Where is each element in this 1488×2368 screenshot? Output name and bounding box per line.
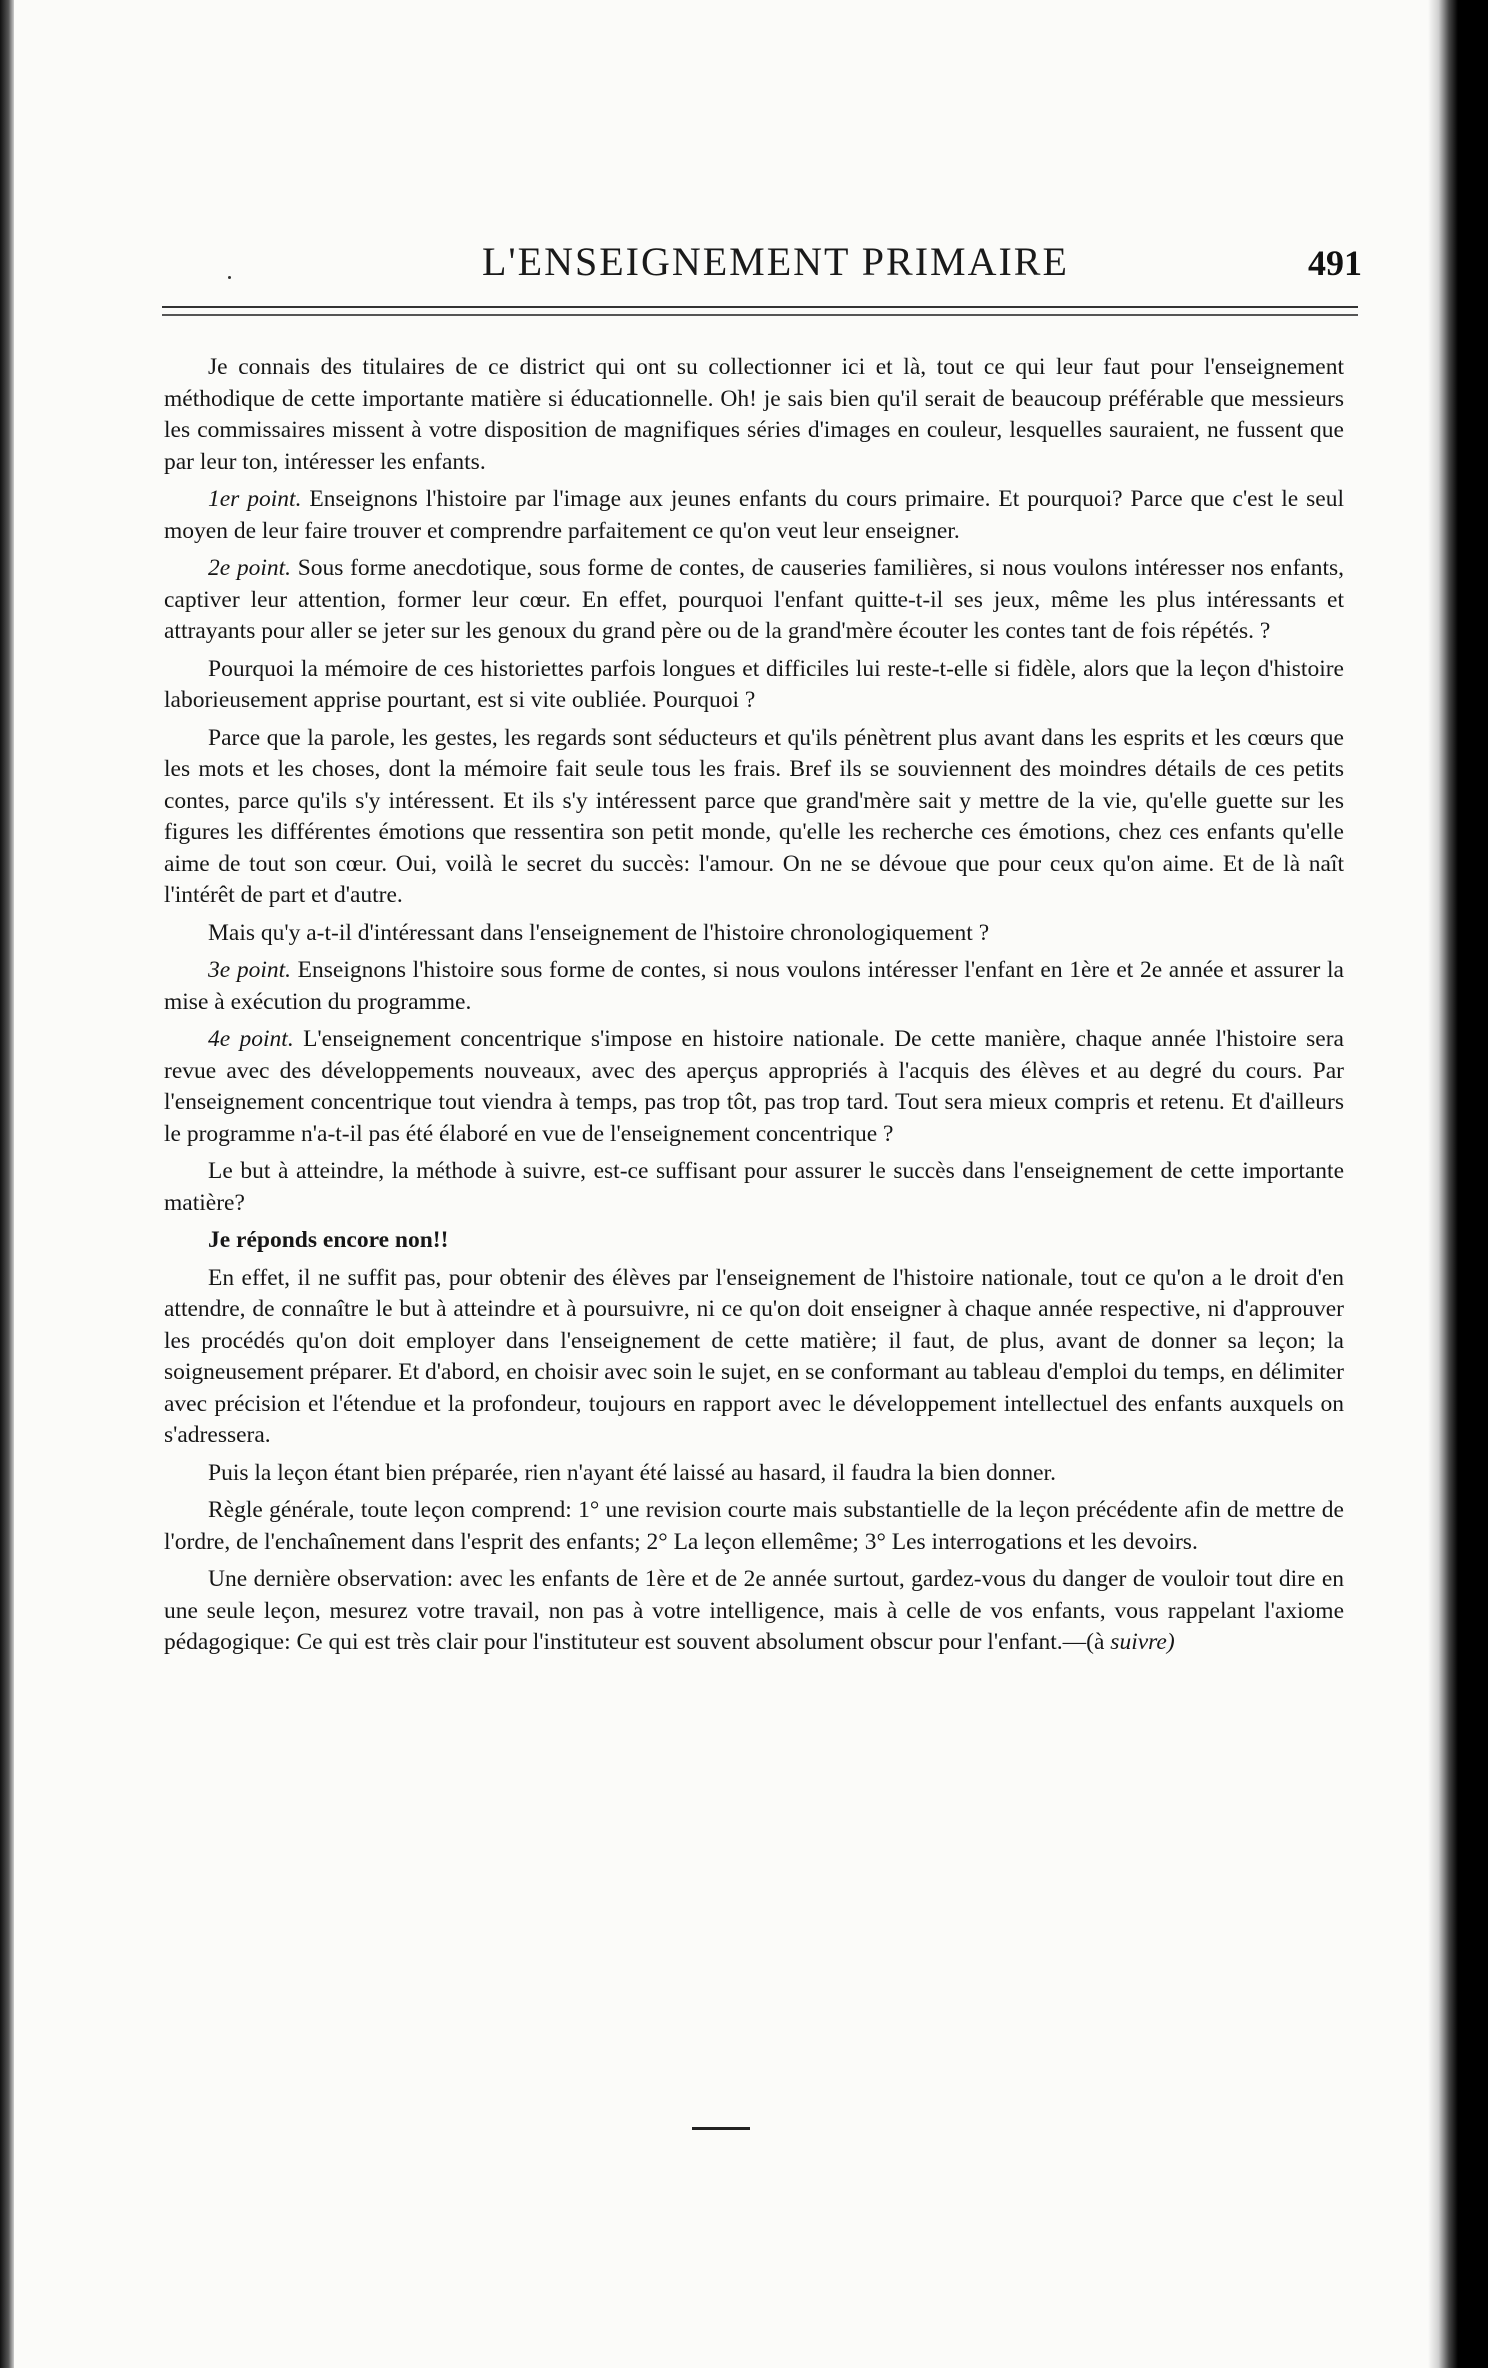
paragraph-text: Pourquoi la mémoire de ces historiettes parfois longues et difficiles lui reste-t-elle si fidèle, alors que la leçon d'histoire laborieusement apprise pourtant, est si vite oubliée. Pourquoi ?: [164, 655, 1344, 713]
paragraph-text: Parce que la parole, les gestes, les regards sont séducteurs et qu'ils pénètrent plus avant dans les esprits et les cœurs que les mots et les choses, dont la mémoire fait seule tous les frais. Bref ils se souviennent des moindres détails de ces petits contes, parce qu'ils s'y intéressent. Et ils s'y intéressent parce que grand'mère sait y mettre de la vie, qu'elle guette sur les figures les différentes émotions que ressentira son petit monde, qu'elle les recherche ces émotions, chez ces enfants qu'elle aime de tout son cœur. Oui, voilà le secret du succès: l'amour. On ne se dévoue que pour ceux qu'on aime. Et de là naît l'intérêt de part et d'autre.: [164, 724, 1344, 908]
paragraph: [164, 723, 1344, 912]
paragraph: [164, 1225, 1344, 1257]
paragraph-text: Une dernière observation: avec les enfants de 1ère et de 2e année surtout, gardez-vous du danger de vouloir tout dire en une seule leçon, mesurez votre travail, non pas à votre intelligence, mais à celle de vos enfants, vous rappelant l'axiome pédagogique: Ce qui est très clair pour l'instituteur est souvent absolument obscur pour l'enfant.—(à: [164, 1566, 1344, 1655]
paragraph-text: Règle générale, toute leçon comprend: 1° une revision courte mais substantielle de la leçon précédente afin de mettre de l'ordre, de l'enchaînement dans l'esprit des enfants; 2° La leçon ellemême; 3° Les interrogations et les devoirs.: [164, 1497, 1344, 1555]
page-edge-left: [0, 0, 14, 2368]
point-label: 1er point.: [208, 486, 302, 512]
end-rule: [692, 2127, 750, 2130]
header-rule-second: [162, 314, 1358, 316]
ink-speck: [228, 276, 231, 279]
paragraph: [164, 918, 1344, 950]
paragraph: [164, 1458, 1344, 1490]
paragraph: [164, 1263, 1344, 1452]
running-title: L'ENSEIGNEMENT PRIMAIRE: [482, 239, 1069, 284]
paragraph: [164, 352, 1344, 478]
running-head: [162, 238, 1362, 288]
page-number: 491: [1308, 243, 1362, 283]
paragraph: [164, 1564, 1344, 1659]
paragraph: [164, 1495, 1344, 1558]
paragraph-text: Je réponds encore non!!: [208, 1227, 449, 1253]
paragraph-text: Je connais des titulaires de ce district qui ont su collectionner ici et là, tout ce qui leur faut pour l'enseignement méthodique de cette importante matière si éducationnelle. Oh! je sais bien qu'il serait de beaucoup préférable que messieurs les commissaires missent à votre disposition de magnifiques séries d'images en couleur, lesquelles sauraient, ne fussent que par leur ton, intéresser les enfants.: [164, 354, 1344, 475]
header-rule: [162, 306, 1358, 308]
paragraph: [164, 955, 1344, 1018]
paragraph-text: Le but à atteindre, la méthode à suivre, est-ce suffisant pour assurer le succès dans l'enseignement de cette importante matière?: [164, 1158, 1344, 1216]
paragraph: [164, 553, 1344, 648]
paragraph: [164, 1024, 1344, 1150]
paragraph: [164, 1156, 1344, 1219]
paragraph: [164, 654, 1344, 717]
paragraph-text: Mais qu'y a-t-il d'intéressant dans l'enseignement de l'histoire chronologiquement ?: [208, 919, 990, 946]
paragraph: [164, 484, 1344, 547]
paragraph-text: Enseignons l'histoire sous forme de contes, si nous voulons intéresser l'enfant en 1ère et 2e année et assurer la mise à exécution du programme.: [164, 957, 1344, 1015]
paragraph-text: Sous forme anecdotique, sous forme de contes, de causeries familières, si nous voulons intéresser nos enfants, captiver leur attention, former leur cœur. En effet, pourquoi l'enfant quitte-t-il ses jeux, même les plus intéressants et attrayants pour aller se jeter sur les genoux du grand père ou de la grand'mère écouter les contes tant de fois répétés. ?: [164, 555, 1345, 644]
point-label: 2e point.: [208, 555, 292, 581]
body-text: [164, 352, 1344, 1665]
paragraph-text: L'enseignement concentrique s'impose en histoire nationale. De cette manière, chaque année l'histoire sera revue avec des développements nouveaux, avec des aperçus appropriés à l'acquis des élèves et au degré du cours. Par l'enseignement concentrique tout viendra à temps, pas trop tôt, pas trop tard. Tout sera mieux compris et retenu. Et d'ailleurs le programme n'a-t-il pas été élaboré en vue de l'enseignement concentrique ?: [164, 1026, 1344, 1147]
book-page: [14, 0, 1458, 2368]
to-be-continued: suivre): [1110, 1629, 1175, 1655]
page-edge-right: [1428, 0, 1458, 2368]
paragraph-text: En effet, il ne suffit pas, pour obtenir des élèves par l'enseignement de l'histoire nationale, tout ce qu'on a le droit d'en attendre, de connaître le but à atteindre et à poursuivre, ni ce qu'on doit enseigner à chaque année respective, ni d'approuver les procédés qu'on doit employer dans l'enseignement de cette matière; il faut, de plus, avant de donner sa leçon; la soigneusement préparer. Et d'abord, en choisir avec soin le sujet, en se conformant au tableau d'emploi du temps, en délimiter avec précision et l'étendue et la profondeur, toujours en rapport avec le développement intellectuel des enfants auxquels on s'adressera.: [164, 1264, 1344, 1448]
point-label: 4e point.: [208, 1026, 294, 1052]
point-label: 3e point.: [208, 957, 292, 983]
paragraph-text: Enseignons l'histoire par l'image aux jeunes enfants du cours primaire. Et pourquoi? Parce que c'est le seul moyen de leur faire trouver et comprendre parfaitement ce qu'on veut leur enseigner.: [164, 486, 1344, 544]
paragraph-text: Puis la leçon étant bien préparée, rien n'ayant été laissé au hasard, il faudra la bien donner.: [208, 1459, 1056, 1486]
